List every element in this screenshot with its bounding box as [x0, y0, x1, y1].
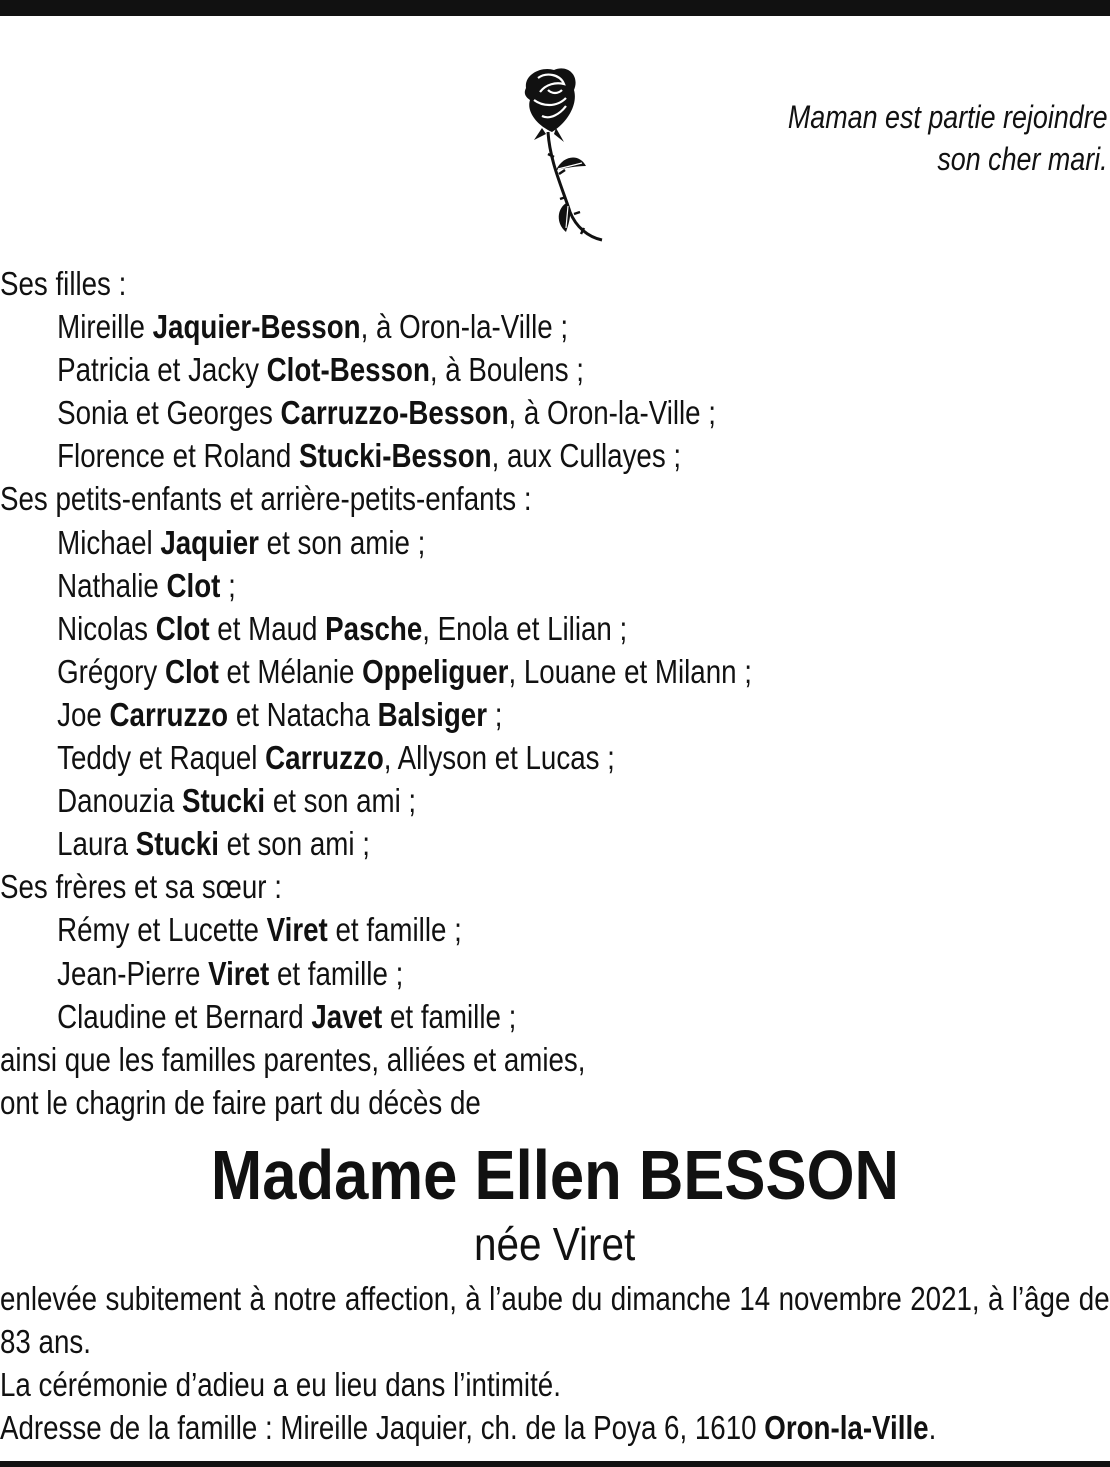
grandchild-entry: Joe Carruzzo et Natacha Balsiger ;: [57, 695, 503, 733]
sibling-entry: Claudine et Bernard Javet et famille ;: [57, 997, 517, 1035]
grandchild-entry: Laura Stucki et son ami ;: [57, 825, 370, 863]
grandchildren-heading: Ses petits-enfants et arrière-petits-enfants :: [0, 480, 532, 518]
grandchild-entry: Nicolas Clot et Maud Pasche, Enola et Lilian ;: [57, 609, 628, 647]
family-list: [0, 262, 1109, 1124]
rose-icon: [512, 62, 632, 262]
grandchild-entry: Michael Jaquier et son amie ;: [57, 523, 426, 561]
quote-line: Maman est partie rejoindre: [788, 99, 1108, 135]
maiden-name: née Viret: [474, 1218, 636, 1270]
ceremony-and-address: [0, 1363, 1109, 1449]
opening-quote: [788, 96, 1108, 180]
grandchild-entry: Grégory Clot et Mélanie Oppeliguer, Louane et Milann ;: [57, 652, 752, 690]
sibling-entry: Rémy et Lucette Viret et famille ;: [57, 911, 462, 949]
daughter-entry: Sonia et Georges Carruzzo-Besson, à Oron-la-Ville ;: [57, 394, 716, 432]
death-announcement-text: enlevée subitement à notre affection, à l’aube du dimanche 14 novembre 2021, à l’âge de 83 ans.: [0, 1280, 1110, 1361]
top-border-rule: [0, 0, 1110, 16]
deceased-name: Madame Ellen BESSON: [210, 1136, 900, 1214]
bottom-border-rule: [0, 1461, 1110, 1467]
daughter-entry: Mireille Jaquier-Besson, à Oron-la-Ville ;: [57, 308, 569, 346]
sibling-entry: Jean-Pierre Viret et famille ;: [57, 954, 404, 992]
grandchild-entry: Teddy et Raquel Carruzzo, Allyson et Lucas ;: [57, 739, 615, 777]
closing-line: ainsi que les familles parentes, alliées et amies,: [0, 1040, 586, 1078]
daughter-entry: Patricia et Jacky Clot-Besson, à Boulens ;: [57, 351, 584, 389]
quote-line: son cher mari.: [937, 141, 1108, 177]
daughter-entry: Florence et Roland Stucki-Besson, aux Cullayes ;: [57, 437, 682, 475]
siblings-heading: Ses frères et sa sœur :: [0, 868, 282, 906]
grandchild-entry: Nathalie Clot ;: [57, 566, 236, 604]
closing-line: ont le chagrin de faire part du décès de: [0, 1083, 481, 1121]
daughters-heading: Ses filles :: [0, 265, 127, 302]
grandchild-entry: Danouzia Stucki et son ami ;: [57, 782, 417, 820]
ceremony-line: La cérémonie d’adieu a eu lieu dans l’intimité.: [0, 1366, 561, 1403]
family-address-line: Adresse de la famille : Mireille Jaquier, ch. de la Poya 6, 1610 Oron-la-Ville.: [0, 1409, 937, 1447]
